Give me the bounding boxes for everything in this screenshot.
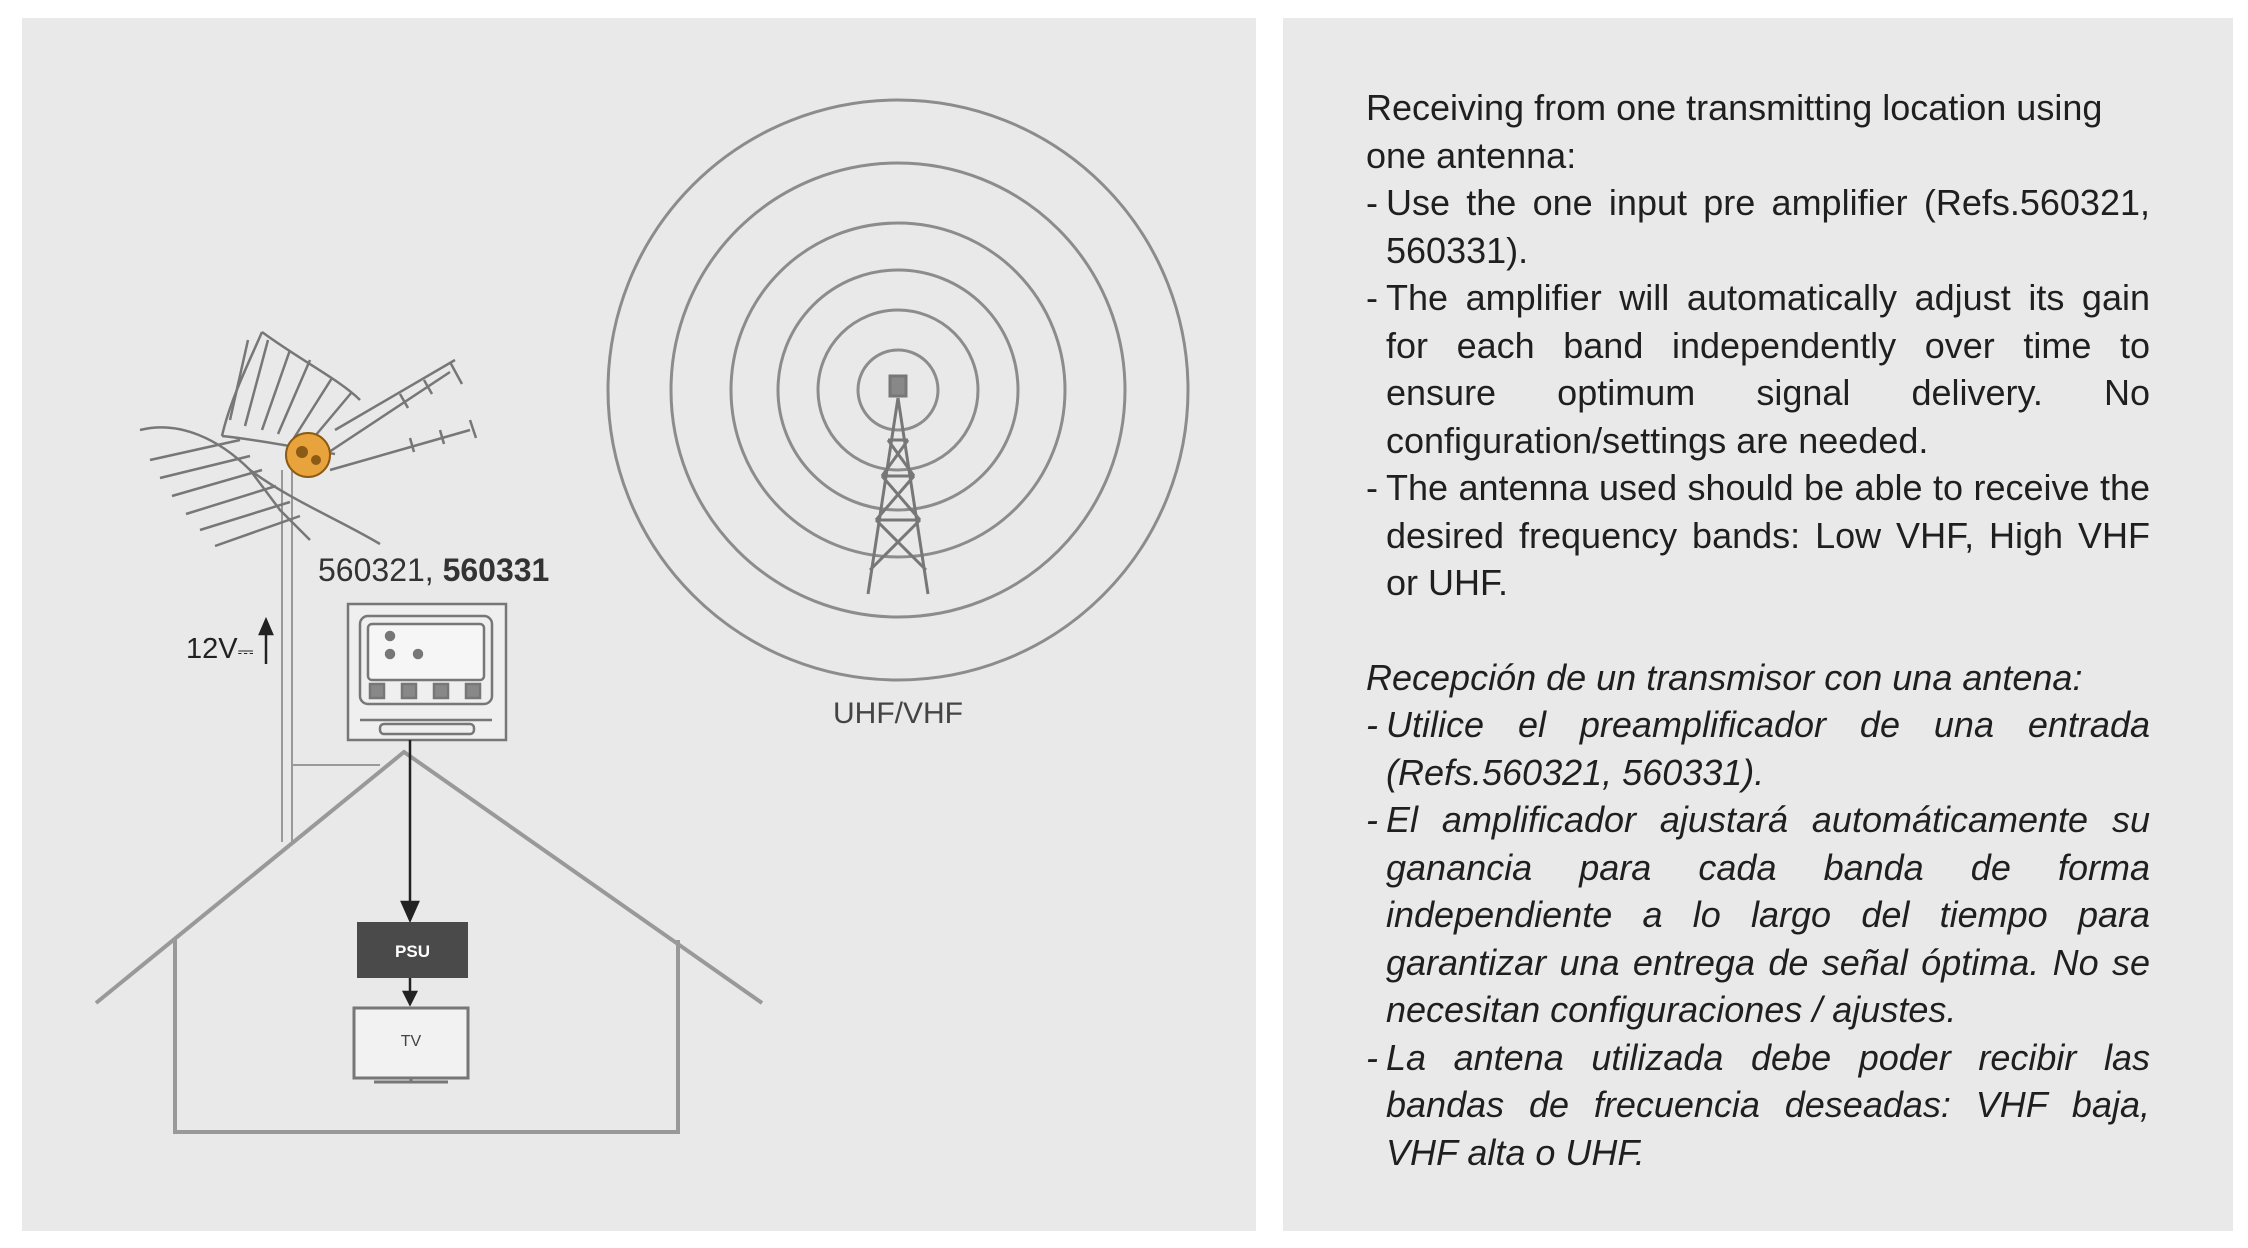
psu-label: PSU xyxy=(395,942,430,961)
preamplifier-box xyxy=(348,604,506,740)
tower-icon xyxy=(868,376,928,594)
english-item: - Use the one input pre amplifier (Refs.560321, 560331). xyxy=(1366,179,2150,274)
description-column xyxy=(1366,84,2150,1176)
english-item: - The antenna used should be able to receive the desired frequency bands: Low VHF, High VHF or UHF. xyxy=(1366,464,2150,607)
spanish-item: - La antena utilizada debe poder recibir las bandas de frecuencia deseadas: VHF baja, VHF alta o UHF. xyxy=(1366,1034,2150,1177)
antenna-amplifier-icon xyxy=(286,433,330,477)
spanish-item: - Utilice el preamplificador de una entrada (Refs.560321, 560331). xyxy=(1366,701,2150,796)
spanish-section xyxy=(1366,654,2150,1177)
english-heading: Receiving from one transmitting location using one antenna: xyxy=(1366,87,2103,176)
amplifier-reference-label: 560321, 560331 xyxy=(318,552,550,588)
english-item: - The amplifier will automatically adjust its gain for each band independently over time to ensure optimum signal delivery. No configuration/settings are needed. xyxy=(1366,274,2150,464)
tv-label: TV xyxy=(400,1033,422,1050)
signal-band-label: UHF/VHF xyxy=(833,697,963,730)
spanish-heading: Recepción de un transmisor con una antena: xyxy=(1366,656,2083,698)
spanish-list xyxy=(1366,701,2150,1176)
english-list xyxy=(1366,179,2150,607)
power-arrow xyxy=(260,620,272,664)
spanish-item: - El amplificador ajustará automáticamente su ganancia para cada banda de forma independiente a lo largo del tiempo para garantizar una entrega de señal óptima. No se necesitan configuraciones / ajustes. xyxy=(1366,796,2150,1034)
voltage-label: 12V⎓ xyxy=(186,633,254,665)
